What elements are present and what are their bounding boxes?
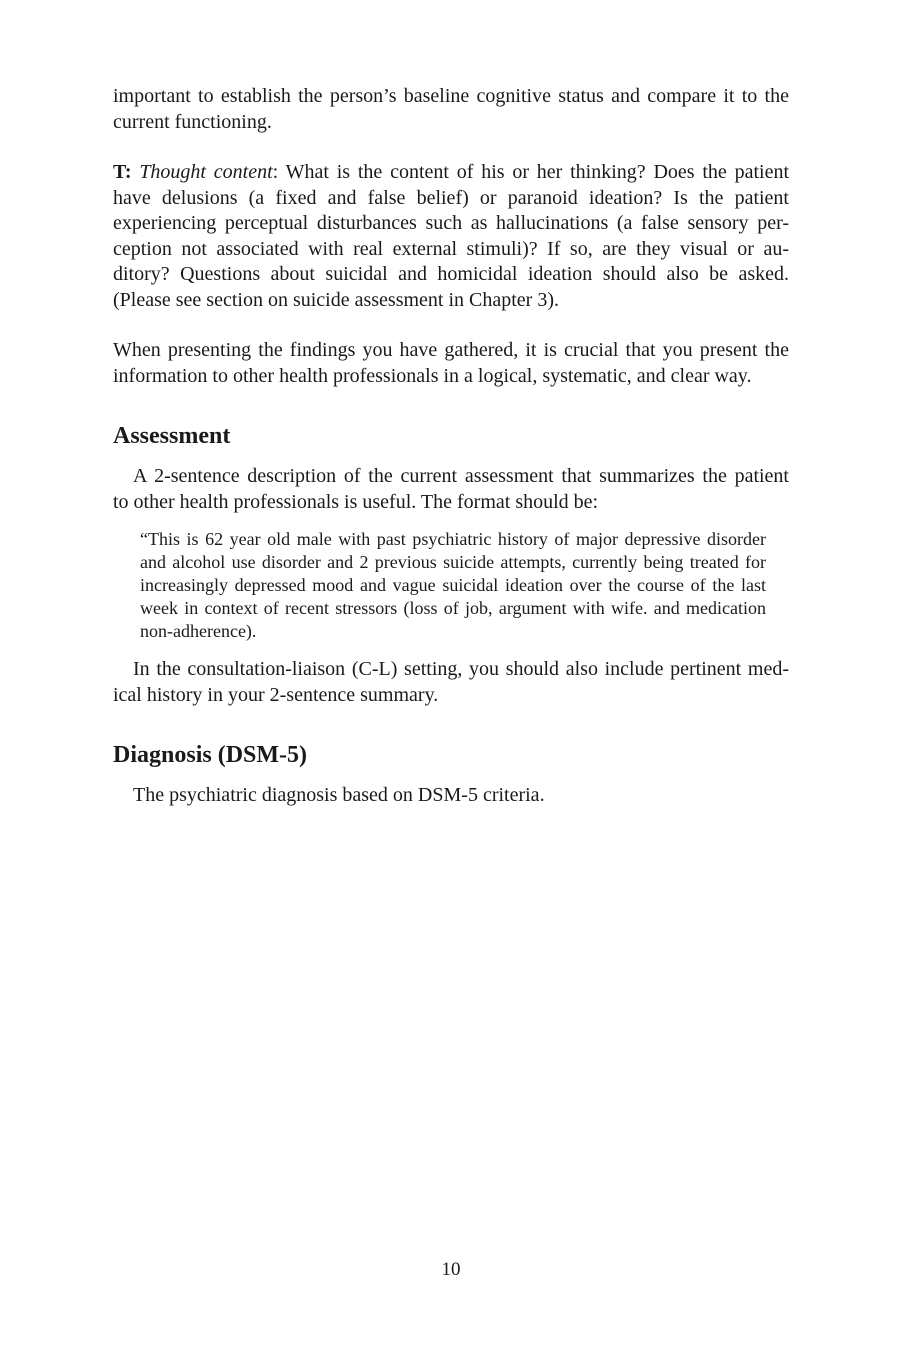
text-run: : What is the content of his or her thinking? Does the patient bbox=[272, 161, 790, 183]
quote-line: “This is 62 year old male with past psychiatric history of major depressive disorder bbox=[140, 529, 766, 549]
block-quote-example-summary bbox=[140, 528, 766, 643]
paragraph-presenting-findings bbox=[113, 338, 789, 389]
paragraph-line: experiencing perceptual disturbances such as hallucinations (a false sensory per- bbox=[113, 212, 789, 234]
page-number: 10 bbox=[441, 1259, 461, 1280]
paragraph-line: When presenting the findings you have gathered, it is crucial that you present the bbox=[113, 339, 789, 361]
section-heading-diagnosis: Diagnosis (DSM-5) bbox=[113, 742, 308, 768]
paragraph-line: ception not associated with real external stimuli)? If so, are they visual or au- bbox=[113, 237, 789, 260]
paragraph-line: information to other health professionals in a logical, systematic, and clear way. bbox=[113, 364, 752, 387]
paragraph-line: important to establish the person’s baseline cognitive status and compare it to the bbox=[113, 85, 789, 107]
quote-line: week in context of recent stressors (loss of job, argument with wife. and medication bbox=[140, 598, 766, 618]
quote-line: and alcohol use disorder and 2 previous suicide attempts, currently being treated for bbox=[140, 552, 766, 572]
paragraph-line: have delusions (a fixed and false belief) or paranoid ideation? Is the patient bbox=[113, 186, 789, 209]
paragraph-line: (Please see section on suicide assessment in Chapter 3). bbox=[113, 288, 559, 311]
italic-run: Thought content bbox=[139, 161, 273, 183]
paragraph-line: current functioning. bbox=[113, 110, 272, 133]
quote-line: increasingly depressed mood and vague suicidal ideation over the course of the last bbox=[140, 575, 766, 595]
paragraph-line: ditory? Questions about suicidal and homicidal ideation should also be asked. bbox=[113, 263, 789, 285]
paragraph-line: In the consultation-liaison (C-L) setting, you should also include pertinent med- bbox=[133, 658, 789, 680]
paragraph-thought-content bbox=[113, 160, 789, 313]
paragraph-line: to other health professionals is useful. The format should be: bbox=[113, 490, 599, 513]
paragraph-line bbox=[113, 160, 789, 186]
quote-line: non-adherence). bbox=[140, 621, 257, 641]
section-heading-assessment: Assessment bbox=[113, 423, 231, 449]
paragraph-diagnosis bbox=[113, 783, 789, 809]
bold-run: T: bbox=[113, 161, 132, 183]
paragraph-line: The psychiatric diagnosis based on DSM-5 criteria. bbox=[133, 784, 545, 806]
page-content bbox=[113, 84, 789, 834]
paragraph-line: A 2-sentence description of the current assessment that summarizes the patient bbox=[133, 465, 789, 487]
paragraph-continuation bbox=[113, 84, 789, 135]
paragraph-line: ical history in your 2-sentence summary. bbox=[113, 683, 439, 706]
paragraph-assessment-intro bbox=[113, 464, 789, 515]
paragraph-consultation-liaison bbox=[113, 657, 789, 708]
